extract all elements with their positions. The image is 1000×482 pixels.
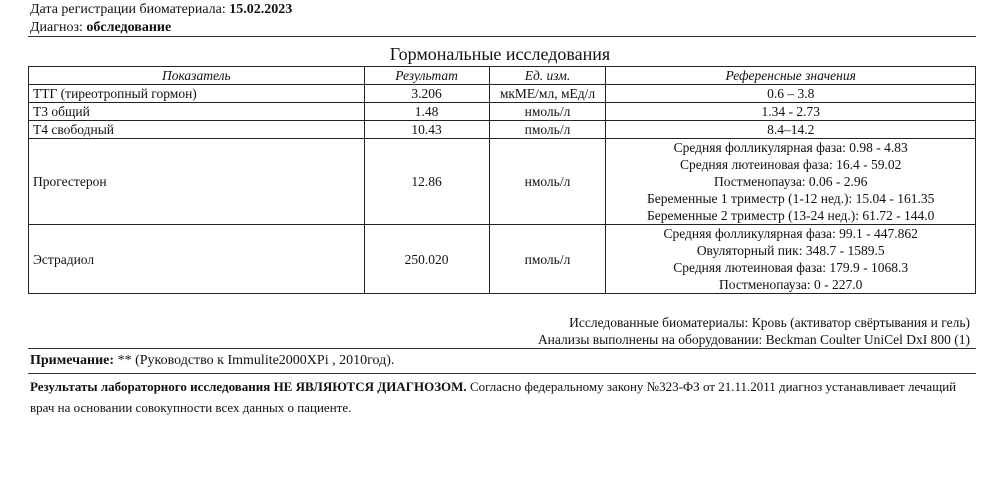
reference-line: Овуляторный пик: 348.7 - 1589.5 xyxy=(696,243,885,258)
unit: пмоль/л xyxy=(489,225,606,294)
table-row xyxy=(29,139,976,225)
divider xyxy=(28,36,976,37)
divider xyxy=(28,348,976,349)
table-row xyxy=(29,85,976,103)
result-value: 3.206 xyxy=(364,85,489,103)
result-value: 12.86 xyxy=(364,139,489,225)
note xyxy=(30,352,394,370)
registration-date: 15.02.2023 xyxy=(229,2,293,17)
reference-line: Средняя лютеиновая фаза: 16.4 - 59.02 xyxy=(680,157,902,172)
results-table xyxy=(28,66,976,294)
indicator-name: Эстрадиол xyxy=(29,225,365,294)
divider xyxy=(28,373,976,374)
reference-line: Постменопауза: 0 - 227.0 xyxy=(719,277,863,292)
unit: пмоль/л xyxy=(489,121,606,139)
indicator-name: Прогестерон xyxy=(29,139,365,225)
disclaimer-text: Согласно федеральному закону №323-ФЗ от 21.11.2011 диагноз устанавливает лечащий врач на основании совокупности всех данных о пациенте. xyxy=(30,379,957,415)
column-header-result: Результат xyxy=(364,67,489,85)
result-value: 10.43 xyxy=(364,121,489,139)
column-header-reference: Референсные значения xyxy=(606,67,976,85)
unit: нмоль/л xyxy=(489,139,606,225)
indicator-name: ТТГ (тиреотропный гормон) xyxy=(29,85,365,103)
diagnosis-line xyxy=(30,20,171,36)
column-header-indicator: Показатель xyxy=(29,67,365,85)
reference-line: Беременные 1 триместр (1-12 нед.): 15.04 - 161.35 xyxy=(647,191,935,206)
reference-range: 1.34 - 2.73 xyxy=(606,103,976,121)
diagnosis-value: обследование xyxy=(86,20,172,35)
note-label: Примечание: xyxy=(30,353,115,368)
reference-line: Средняя фолликулярная фаза: 0.98 - 4.83 xyxy=(673,140,908,155)
reference-line: Постменопауза: 0.06 - 2.96 xyxy=(713,174,868,189)
reference-range: 8.4–14.2 xyxy=(606,121,976,139)
table-header-row xyxy=(29,67,976,85)
diagnosis-label: Диагноз: xyxy=(30,20,83,35)
indicator-name: Т3 общий xyxy=(29,103,365,121)
indicator-name: Т4 свободный xyxy=(29,121,365,139)
registration-label: Дата регистрации биоматериала: xyxy=(30,2,226,17)
reference-line: Средняя фолликулярная фаза: 99.1 - 447.862 xyxy=(663,226,918,241)
column-header-unit: Ед. изм. xyxy=(489,67,606,85)
registration-date-line xyxy=(30,2,292,18)
reference-range xyxy=(606,139,976,225)
reference-line: Беременные 2 триместр (13-24 нед.): 61.72 - 144.0 xyxy=(647,208,935,223)
result-value: 250.020 xyxy=(364,225,489,294)
table-row xyxy=(29,225,976,294)
disclaimer xyxy=(30,376,980,418)
reference-range xyxy=(606,225,976,294)
note-text: ** (Руководство к Immulite2000XPi , 2010год). xyxy=(114,353,395,368)
reference-line: Средняя лютеиновая фаза: 179.9 - 1068.3 xyxy=(673,260,909,275)
disclaimer-bold: Результаты лабораторного исследования НЕ ЯВЛЯЮТСЯ ДИАГНОЗОМ. xyxy=(30,379,467,394)
result-value: 1.48 xyxy=(364,103,489,121)
unit: мкМЕ/мл, мЕд/л xyxy=(489,85,606,103)
unit: нмоль/л xyxy=(489,103,606,121)
table-row xyxy=(29,121,976,139)
reference-range: 0.6 – 3.8 xyxy=(606,85,976,103)
table-row xyxy=(29,103,976,121)
biomaterials-info: Исследованные биоматериалы: Кровь (активатор свёртывания и гель) xyxy=(569,315,970,330)
equipment-info: Анализы выполнены на оборудовании: Beckman Coulter UniCel DxI 800 (1) xyxy=(537,332,970,347)
section-title: Гормональные исследования xyxy=(389,44,611,64)
